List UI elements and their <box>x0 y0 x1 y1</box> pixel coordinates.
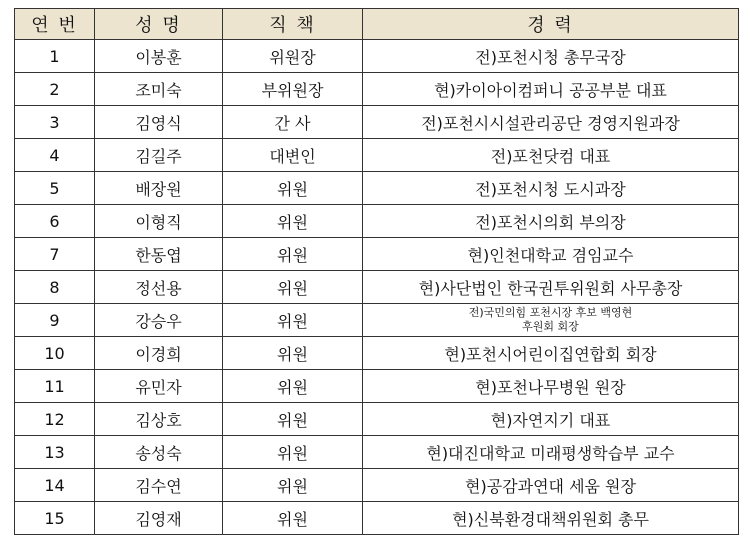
row-career: 현)인천대학교 겸임교수 <box>363 238 739 271</box>
row-no: 14 <box>15 469 95 502</box>
row-no: 15 <box>15 502 95 535</box>
row-name: 조미숙 <box>95 73 223 106</box>
header-no: 연 번 <box>15 9 95 40</box>
row-name: 이경희 <box>95 337 223 370</box>
table-row <box>15 502 739 535</box>
row-position: 위원 <box>223 238 363 271</box>
row-no: 11 <box>15 370 95 403</box>
table-row <box>15 238 739 271</box>
row-career-line-2: 후원회 회장 <box>522 320 579 333</box>
row-no: 9 <box>15 304 95 337</box>
row-career: 전)포천시시설관리공단 경영지원과장 <box>363 106 739 139</box>
header-name: 성 명 <box>95 9 223 40</box>
row-career: 현)포천시어린이집연합회 회장 <box>363 337 739 370</box>
member-roster-table <box>14 8 739 535</box>
table-row <box>15 73 739 106</box>
header-career: 경 력 <box>363 9 739 40</box>
row-no: 4 <box>15 139 95 172</box>
row-name: 김수연 <box>95 469 223 502</box>
row-name: 강승우 <box>95 304 223 337</box>
row-position: 위원 <box>223 205 363 238</box>
row-name: 유민자 <box>95 370 223 403</box>
row-position: 위원 <box>223 337 363 370</box>
row-position: 간 사 <box>223 106 363 139</box>
row-position: 위원 <box>223 370 363 403</box>
table-row <box>15 271 739 304</box>
row-career: 현)카이아이컴퍼니 공공부분 대표 <box>363 73 739 106</box>
table-row <box>15 436 739 469</box>
row-no: 13 <box>15 436 95 469</box>
row-no: 12 <box>15 403 95 436</box>
row-position: 대변인 <box>223 139 363 172</box>
row-name: 김영재 <box>95 502 223 535</box>
row-career: 전)포천닷컴 대표 <box>363 139 739 172</box>
row-name: 송성숙 <box>95 436 223 469</box>
row-name: 이형직 <box>95 205 223 238</box>
row-career: 현)포천나무병원 원장 <box>363 370 739 403</box>
table-row <box>15 469 739 502</box>
row-no: 7 <box>15 238 95 271</box>
row-career: 전)포천시청 도시과장 <box>363 172 739 205</box>
table-row <box>15 304 739 337</box>
row-position: 위원 <box>223 502 363 535</box>
table-row <box>15 40 739 73</box>
table-header-row <box>15 9 739 40</box>
row-name: 배장원 <box>95 172 223 205</box>
row-position: 부위원장 <box>223 73 363 106</box>
row-career <box>363 304 739 337</box>
row-position: 위원 <box>223 271 363 304</box>
row-position: 위원 <box>223 172 363 205</box>
row-name: 김상호 <box>95 403 223 436</box>
row-no: 1 <box>15 40 95 73</box>
table-row <box>15 172 739 205</box>
row-name: 정선용 <box>95 271 223 304</box>
row-no: 8 <box>15 271 95 304</box>
row-position: 위원 <box>223 304 363 337</box>
row-career: 현)공감과연대 세움 원장 <box>363 469 739 502</box>
table-row <box>15 205 739 238</box>
row-position: 위원 <box>223 436 363 469</box>
row-career: 현)자연지기 대표 <box>363 403 739 436</box>
row-name: 김길주 <box>95 139 223 172</box>
row-no: 5 <box>15 172 95 205</box>
row-no: 3 <box>15 106 95 139</box>
row-name: 이봉훈 <box>95 40 223 73</box>
row-no: 2 <box>15 73 95 106</box>
row-career: 현)신북환경대책위원회 총무 <box>363 502 739 535</box>
row-career-line-1: 전)국민의힘 포천시장 후보 백영현 <box>468 306 633 319</box>
table-row <box>15 370 739 403</box>
row-name: 한동엽 <box>95 238 223 271</box>
row-career: 전)포천시청 총무국장 <box>363 40 739 73</box>
row-position: 위원 <box>223 403 363 436</box>
row-career: 현)사단법인 한국권투위원회 사무총장 <box>363 271 739 304</box>
table-row <box>15 139 739 172</box>
table-row <box>15 403 739 436</box>
table-row <box>15 106 739 139</box>
row-career: 현)대진대학교 미래평생학습부 교수 <box>363 436 739 469</box>
row-no: 6 <box>15 205 95 238</box>
table-row <box>15 337 739 370</box>
row-career: 전)포천시의회 부의장 <box>363 205 739 238</box>
row-position: 위원장 <box>223 40 363 73</box>
header-position: 직 책 <box>223 9 363 40</box>
row-position: 위원 <box>223 469 363 502</box>
row-no: 10 <box>15 337 95 370</box>
row-name: 김영식 <box>95 106 223 139</box>
